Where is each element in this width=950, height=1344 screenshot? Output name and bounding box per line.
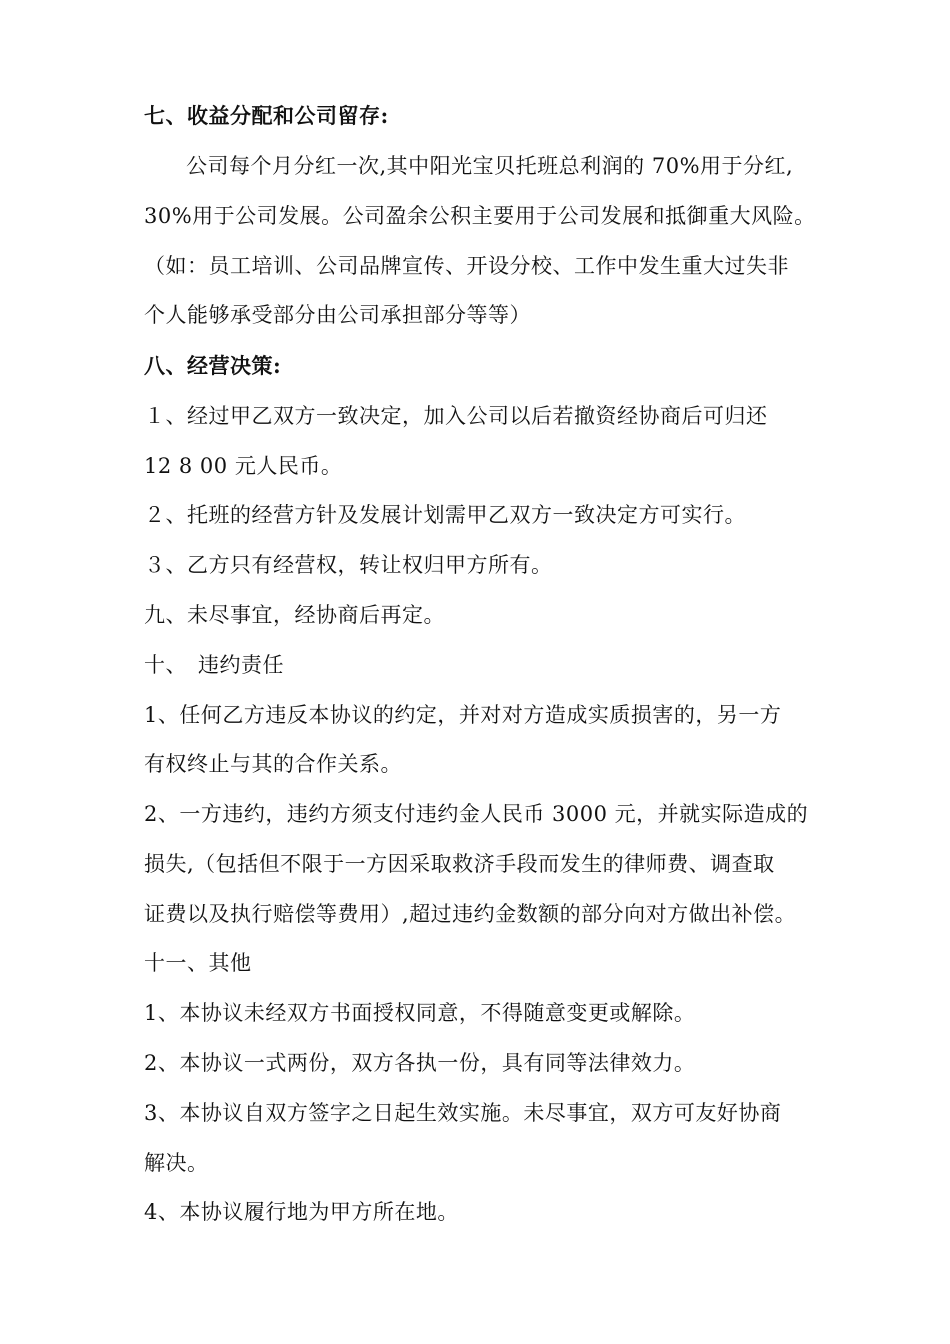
section-10-item-1-line-2: 有权终止与其的合作关系。 — [144, 752, 402, 776]
section-10-heading: 十、 违约责任 — [144, 653, 284, 677]
section-8-item-3: ３、乙方只有经营权，转让权归甲方所有。 — [144, 553, 553, 577]
section-11-item-3-line-2: 解决。 — [144, 1151, 209, 1175]
section-7-para-line-4: 个人能够承受部分由公司承担部分等等） — [144, 303, 531, 327]
section-7-para-line-1: 公司每个月分红一次,其中阳光宝贝托班总利润的 70%用于分红, — [186, 154, 794, 178]
section-11-item-4: 4、本协议履行地为甲方所在地。 — [144, 1200, 459, 1224]
section-11-heading: 十一、其他 — [144, 951, 252, 975]
section-8-heading: 八、经营决策: — [144, 353, 282, 378]
section-8-item-1-line-1: １、经过甲乙双方一致决定，加入公司以后若撤资经协商后可归还 — [144, 404, 768, 428]
section-10-item-2-line-3: 证费以及执行赔偿等费用）,超过违约金数额的部分向对方做出补偿。 — [144, 902, 797, 926]
section-9-heading: 九、未尽事宜，经协商后再定。 — [144, 603, 445, 627]
section-7-para-line-3: （如：员工培训、公司品牌宣传、开设分校、工作中发生重大过失非 — [144, 254, 789, 278]
section-10-item-2-line-1: 2、一方违约，违约方须支付违约金人民币 3000 元，并就实际造成的 — [144, 802, 809, 826]
section-8-item-2: ２、托班的经营方针及发展计划需甲乙双方一致决定方可实行。 — [144, 503, 746, 527]
section-7-heading: 七、收益分配和公司留存: — [144, 103, 389, 128]
section-10-item-2-line-2: 损失,（包括但不限于一方因采取救济手段而发生的律师费、调查取 — [144, 852, 775, 876]
section-10-item-1-line-1: 1、任何乙方违反本协议的约定，并对对方造成实质损害的，另一方 — [144, 703, 782, 727]
section-8-item-1-line-2: 12 8 00 元人民币。 — [144, 454, 343, 478]
section-11-item-3-line-1: 3、本协议自双方签字之日起生效实施。未尽事宜，双方可友好协商 — [144, 1101, 782, 1125]
section-11-item-1: 1、本协议未经双方书面授权同意，不得随意变更或解除。 — [144, 1001, 696, 1025]
section-11-item-2: 2、本协议一式两份，双方各执一份，具有同等法律效力。 — [144, 1051, 696, 1075]
section-7-para-line-2: 30%用于公司发展。公司盈余公积主要用于公司发展和抵御重大风险。 — [144, 204, 816, 228]
